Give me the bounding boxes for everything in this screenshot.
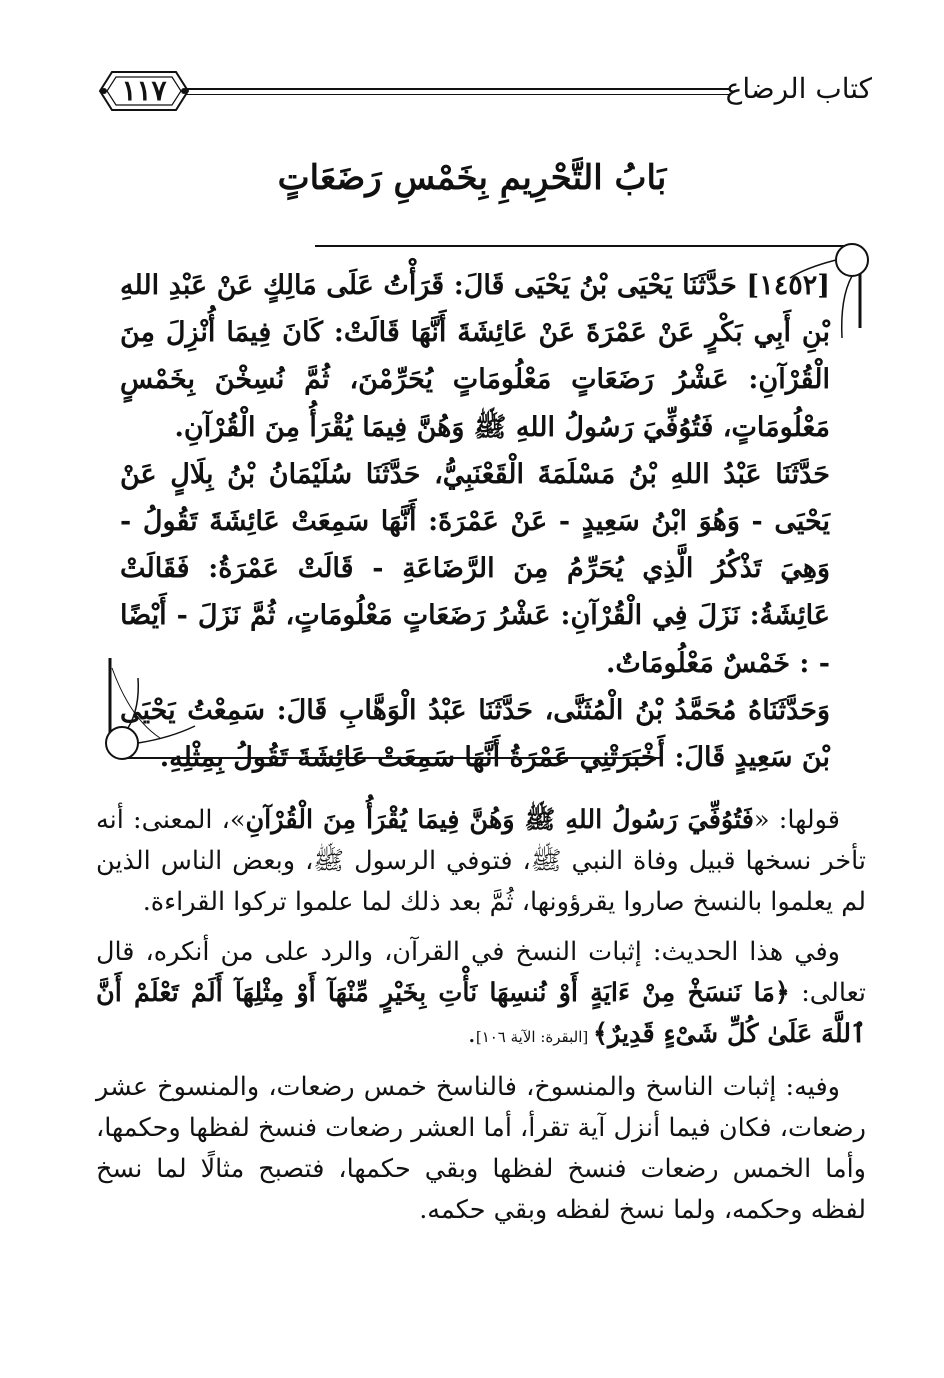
- commentary-text: قولها: «: [753, 805, 840, 835]
- header-rule: [185, 86, 730, 100]
- hadith-paragraph: حَدَّثَنَا عَبْدُ اللهِ بْنُ مَسْلَمَةَ الْقَعْنَبِيُّ، حَدَّثَنَا سُلَيْمَانُ بْنُ بِلَالٍ عَنْ يَحْيَى - وَهُوَ ابْنُ سَعِيدٍ - عَنْ عَمْرَةَ: أَنَّهَا سَمِعَتْ عَائِشَةَ تَقُولُ - وَهِيَ تَذْكُرُ الَّذِي يُحَرِّمُ مِنَ الرَّضَاعَةِ - قَالَتْ عَمْرَةُ: فَقَالَتْ عَائِشَةُ: نَزَلَ فِي الْقُرْآنِ: عَشْرُ رَضَعَاتٍ مَعْلُومَاتٍ، ثُمَّ نَزَلَ - أَيْضًا - : خَمْسٌ مَعْلُومَاتٌ.: [120, 458, 830, 679]
- hadith-text-block: [120, 262, 830, 781]
- verse-reference: [البقرة: الآية ١٠٦]: [475, 1028, 593, 1046]
- commentary-paragraph: [96, 800, 866, 923]
- corner-ornament-top-right-icon: [836, 244, 868, 276]
- hadith-paragraph: وَحَدَّثَنَاهُ مُحَمَّدُ بْنُ الْمُثَنَّى، حَدَّثَنَا عَبْدُ الْوَهَّابِ قَالَ: سَمِعْتُ يَحْيَى بْنَ سَعِيدٍ قَالَ: أَخْبَرَتْنِي عَمْرَةُ أَنَّهَا سَمِعَتْ عَائِشَةَ تَقُولُ بِمِثْلِهِ.: [120, 694, 830, 774]
- page-number-badge: [96, 68, 192, 114]
- quran-verse: ﴿مَا نَنسَخْ مِنْ ءَايَةٍ أَوْ نُنسِهَا نَأْتِ بِخَيْرٍ مِّنْهَآ أَوْ مِثْلِهَآ أَلَمْ تَعْلَمْ أَنَّ ٱللَّهَ عَلَىٰ كُلِّ شَىْءٍ قَدِيرٌ﴾: [96, 978, 866, 1049]
- header-rule-line-bottom: [185, 94, 730, 95]
- commentary-text: .: [467, 1019, 476, 1049]
- header-rule-line-top: [185, 88, 730, 90]
- running-title: كتاب الرضاع: [725, 72, 872, 105]
- hadith-paragraph: [١٤٥٢] حَدَّثَنَا يَحْيَى بْنُ يَحْيَى قَالَ: قَرَأْتُ عَلَى مَالِكٍ عَنْ عَبْدِ اللهِ بْنِ أَبِي بَكْرٍ عَنْ عَمْرَةَ عَنْ عَائِشَةَ أَنَّهَا قَالَتْ: كَانَ فِيمَا أُنْزِلَ مِنَ الْقُرْآنِ: عَشْرُ رَضَعَاتٍ مَعْلُومَاتٍ يُحَرِّمْنَ، ثُمَّ نُسِخْنَ بِخَمْسٍ مَعْلُومَاتٍ، فَتُوُفِّيَ رَسُولُ اللهِ ﷺ وَهُنَّ فِيمَا يُقْرَأُ مِنَ الْقُرْآنِ.: [120, 270, 830, 443]
- commentary-block: [96, 800, 866, 1240]
- commentary-paragraph: [96, 932, 866, 1058]
- page-number: ١١٧: [121, 74, 167, 107]
- quoted-hadith-phrase: فَتُوُفِّيَ رَسُولُ اللهِ ﷺ وَهُنَّ فِيمَا يُقْرَأُ مِنَ الْقُرْآنِ: [245, 805, 754, 835]
- commentary-text: »، المعنى: أنه تأخر نسخها قبيل وفاة النبي ﷺ، فتوفي الرسول ﷺ، وبعض الناس الذين لم يعلموا بالنسخ صاروا يقرؤونها، ثُمَّ بعد ذلك لما علموا تركوا القراءة.: [96, 805, 866, 917]
- commentary-paragraph: وفيه: إثبات الناسخ والمنسوخ، فالناسخ خمس رضعات، والمنسوخ عشر رضعات، فكان فيما أنزل آية تقرأ، أما العشر رضعات فنسخ لفظها وحكمها، وأما الخمس رضعات فنسخ لفظها وبقي حكمها، فتصبح مثالًا لما نسخ لفظه وحكمه، ولما نسخ لفظه وبقي حكمه.: [95, 1072, 866, 1225]
- chapter-title: بَابُ التَّحْرِيمِ بِخَمْسِ رَضَعَاتٍ: [277, 158, 667, 198]
- commentary-text: وفي هذا الحديث: إثبات النسخ في القرآن، والرد على من أنكره، قال تعالى:: [96, 937, 866, 1008]
